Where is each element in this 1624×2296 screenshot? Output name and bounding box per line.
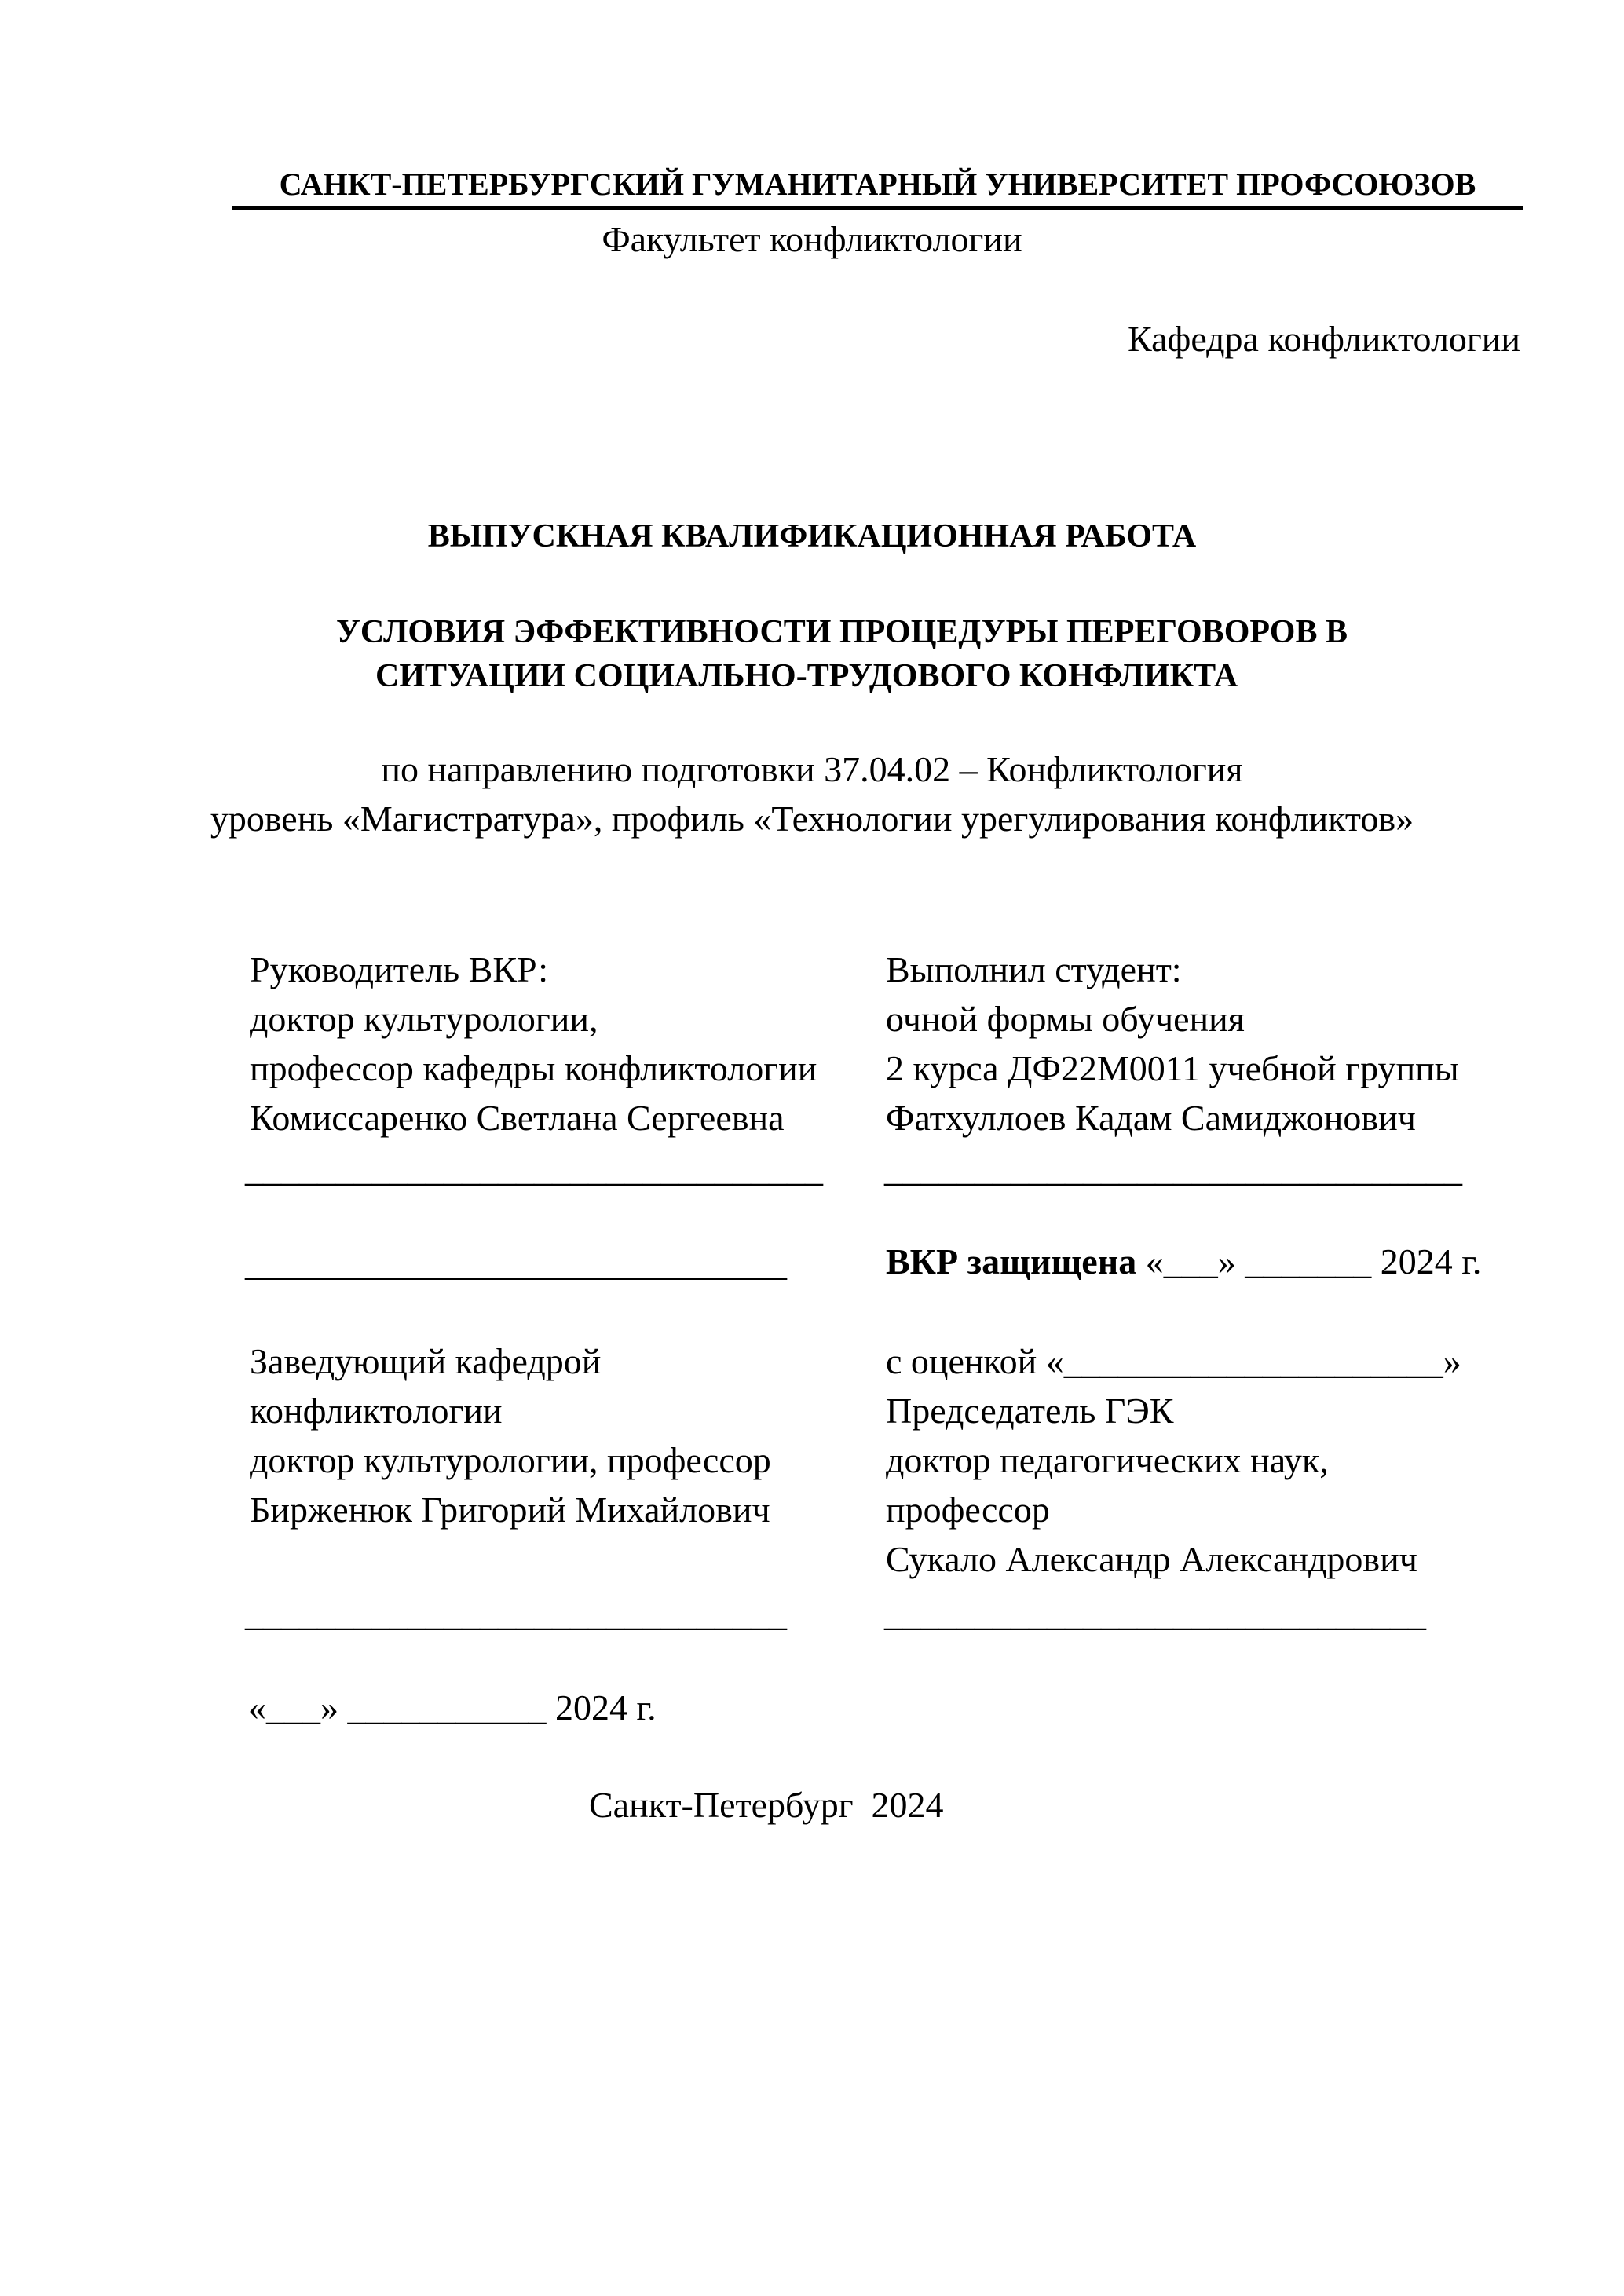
level-profile-text: уровень «Магистратура», профиль «Технологии урегулирования конфликтов» <box>210 799 1414 839</box>
defense-date: «___» _______ 2024 г. <box>1136 1241 1482 1281</box>
student-study-form: очной формы обучения <box>886 999 1245 1039</box>
date-line: «___» ___________ 2024 г. <box>248 1687 657 1727</box>
chairman-degree: доктор педагогических наук, <box>886 1440 1329 1480</box>
head-signature-line: ______________________________ <box>245 1593 787 1633</box>
direction-text: по направлению подготовки 37.04.02 – Конфликтология <box>381 749 1243 789</box>
head-label: Заведующий кафедрой <box>250 1341 602 1381</box>
supervisor-block <box>250 945 817 1143</box>
student-label: Выполнил студент: <box>886 949 1182 989</box>
faculty-name: Факультет конфликтологии <box>602 219 1022 259</box>
supervisor-degree: доктор культурологии, <box>250 999 598 1039</box>
work-type-title: ВЫПУСКНАЯ КВАЛИФИКАЦИОННАЯ РАБОТА <box>427 518 1197 554</box>
blank-signature-line: ______________________________ <box>245 1243 787 1283</box>
university-name: САНКТ-ПЕТЕРБУРГСКИЙ ГУМАНИТАРНЫЙ УНИВЕРСИТЕТ ПРОФСОЮЗОВ <box>279 166 1476 202</box>
student-group: 2 курса ДФ22М0011 учебной группы <box>886 1048 1459 1088</box>
chairman-block <box>886 1336 1461 1584</box>
chairman-position: профессор <box>886 1490 1050 1530</box>
head-degree: доктор культурологии, профессор <box>250 1440 771 1480</box>
chairman-signature-line: ______________________________ <box>884 1593 1426 1633</box>
topic-line-1: УСЛОВИЯ ЭФФЕКТИВНОСТИ ПРОЦЕДУРЫ ПЕРЕГОВОРОВ В <box>336 614 1348 650</box>
city-year: Санкт-Петербург 2024 <box>589 1785 944 1825</box>
supervisor-signature-line: ________________________________ <box>245 1149 823 1189</box>
student-name: Фатхуллоев Кадам Самиджонович <box>886 1098 1416 1138</box>
header-rule <box>232 206 1523 210</box>
topic-line-2: СИТУАЦИИ СОЦИАЛЬНО-ТРУДОВОГО КОНФЛИКТА <box>375 658 1238 694</box>
defense-line <box>886 1238 1481 1286</box>
department-name: Кафедра конфликтологии <box>1128 319 1520 359</box>
chairman-label: Председатель ГЭК <box>886 1391 1174 1431</box>
supervisor-label: Руководитель ВКР: <box>250 949 549 989</box>
supervisor-position: профессор кафедры конфликтологии <box>250 1048 817 1088</box>
chairman-name: Сукало Александр Александрович <box>886 1539 1417 1579</box>
student-block <box>886 945 1459 1143</box>
head-department: конфликтологии <box>250 1391 503 1431</box>
student-signature-line: ________________________________ <box>884 1149 1462 1189</box>
defense-label: ВКР защищена <box>886 1241 1137 1281</box>
supervisor-name: Комиссаренко Светлана Сергеевна <box>250 1098 785 1138</box>
head-of-department-block <box>250 1336 771 1534</box>
head-name: Бирженюк Григорий Михайлович <box>250 1490 770 1530</box>
grade-line: с оценкой «_____________________» <box>886 1341 1461 1381</box>
